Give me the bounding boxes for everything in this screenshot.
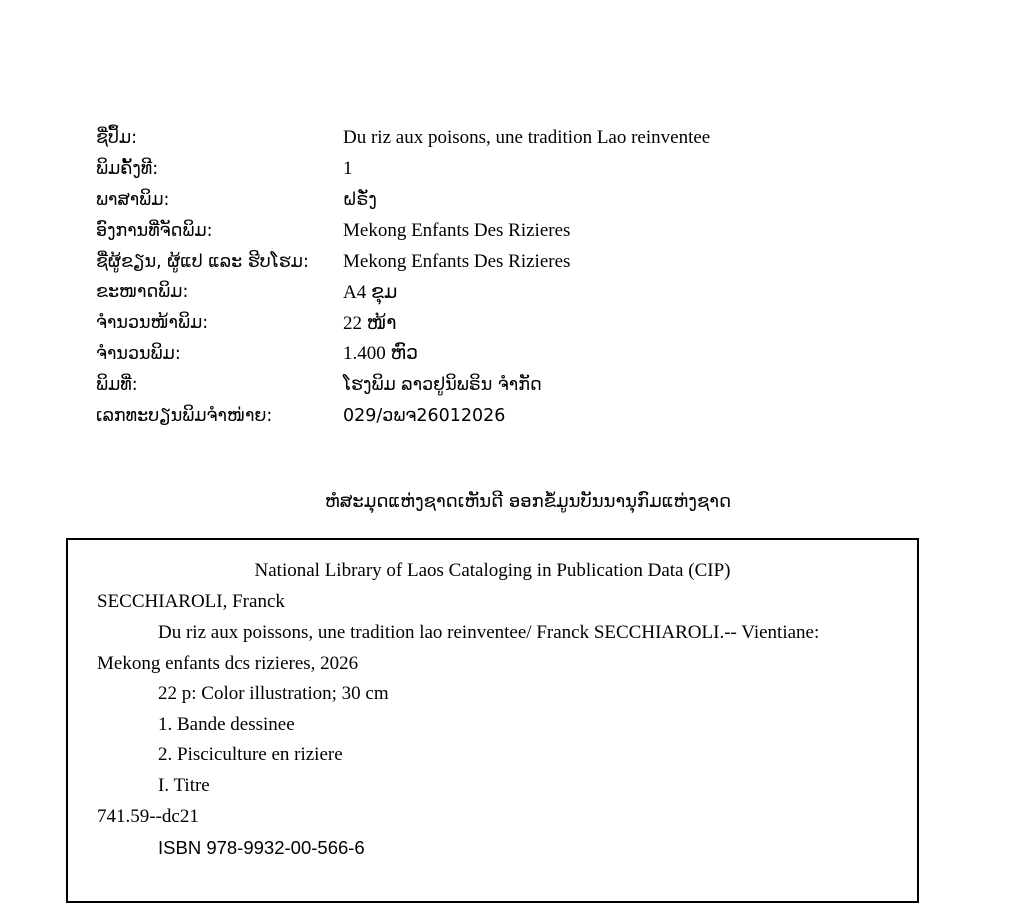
info-row-edition	[96, 154, 916, 185]
info-value: Mekong Enfants Des Rizieres	[343, 250, 571, 272]
cip-classification: 741.59--dc21	[97, 806, 199, 827]
info-row-format	[96, 277, 916, 308]
cip-subject-1: 1. Bande dessinee	[158, 714, 295, 735]
info-value: A4 ຂຸມ	[343, 281, 398, 303]
info-value: 029/ວພຈ26012026	[343, 405, 506, 426]
info-value: 22 ໜ້າ	[343, 312, 397, 334]
cip-author: SECCHIAROLI, Franck	[97, 591, 285, 612]
cip-isbn: ISBN 978-9932-00-566-6	[158, 837, 365, 858]
info-label: ພິມຄັ້ງທີ:	[96, 159, 159, 180]
cip-box	[66, 538, 919, 903]
cip-title: National Library of Laos Cataloging in Publication Data (CIP)	[254, 560, 731, 581]
info-row-registration-number	[96, 400, 916, 431]
info-label: ອົງການທີ່ຈັດພິມ:	[96, 220, 213, 241]
info-row-page-count	[96, 308, 916, 339]
info-value: 1.400 ຫົວ	[343, 343, 419, 365]
info-value: ຝຣັ່ງ	[343, 189, 377, 210]
info-row-print-run	[96, 339, 916, 370]
info-label: ຈຳນວນພິມ:	[96, 343, 181, 364]
info-label: ພາສາພິມ:	[96, 189, 170, 210]
cip-entry-line-1: Du riz aux poissons, une tradition lao reinventee/ Franck SECCHIAROLI.-- Vientiane:	[158, 622, 820, 643]
info-row-book-title	[96, 123, 916, 154]
info-row-publisher	[96, 215, 916, 246]
info-value: Mekong Enfants Des Rizieres	[343, 219, 571, 241]
cip-title-entry: I. Titre	[158, 775, 210, 796]
info-label: ຂະໜາດພິມ:	[96, 282, 189, 303]
cip-subject-2: 2. Pisciculture en riziere	[158, 744, 343, 765]
publication-info-table	[96, 123, 916, 431]
info-value: ໂຮງພິມ ລາວຢູນິພຣິນ ຈຳກັດ	[343, 374, 542, 395]
info-label: ຊື່ຜູ້ຂຽນ, ຜູ້ແປ ແລະ ຮີບໂຮມ:	[96, 251, 309, 272]
cip-entry-line-2: Mekong enfants dcs rizieres, 2026	[97, 653, 359, 674]
info-value: 1	[343, 158, 353, 180]
info-value: Du riz aux poisons, une tradition Lao reinventee	[343, 127, 711, 149]
info-label: ຈຳນວນໜ້າພິມ:	[96, 313, 209, 334]
info-row-language	[96, 185, 916, 216]
cip-physical-description: 22 p: Color illustration; 30 cm	[158, 683, 389, 704]
info-label: ພິມທີ່:	[96, 374, 138, 395]
info-label: ເລກທະບຽນພິມຈຳໜ່າຍ:	[96, 405, 273, 426]
info-row-author	[96, 246, 916, 277]
info-row-printer	[96, 369, 916, 400]
info-label: ຊື່ປຶ້ມ:	[96, 128, 138, 149]
cip-header: ຫໍສະມຸດແຫ່ງຊາດເຫັນດີ ອອກຂໍ້ມູນບັນນານຸກົມແຫ່ງຊາດ	[324, 491, 732, 512]
